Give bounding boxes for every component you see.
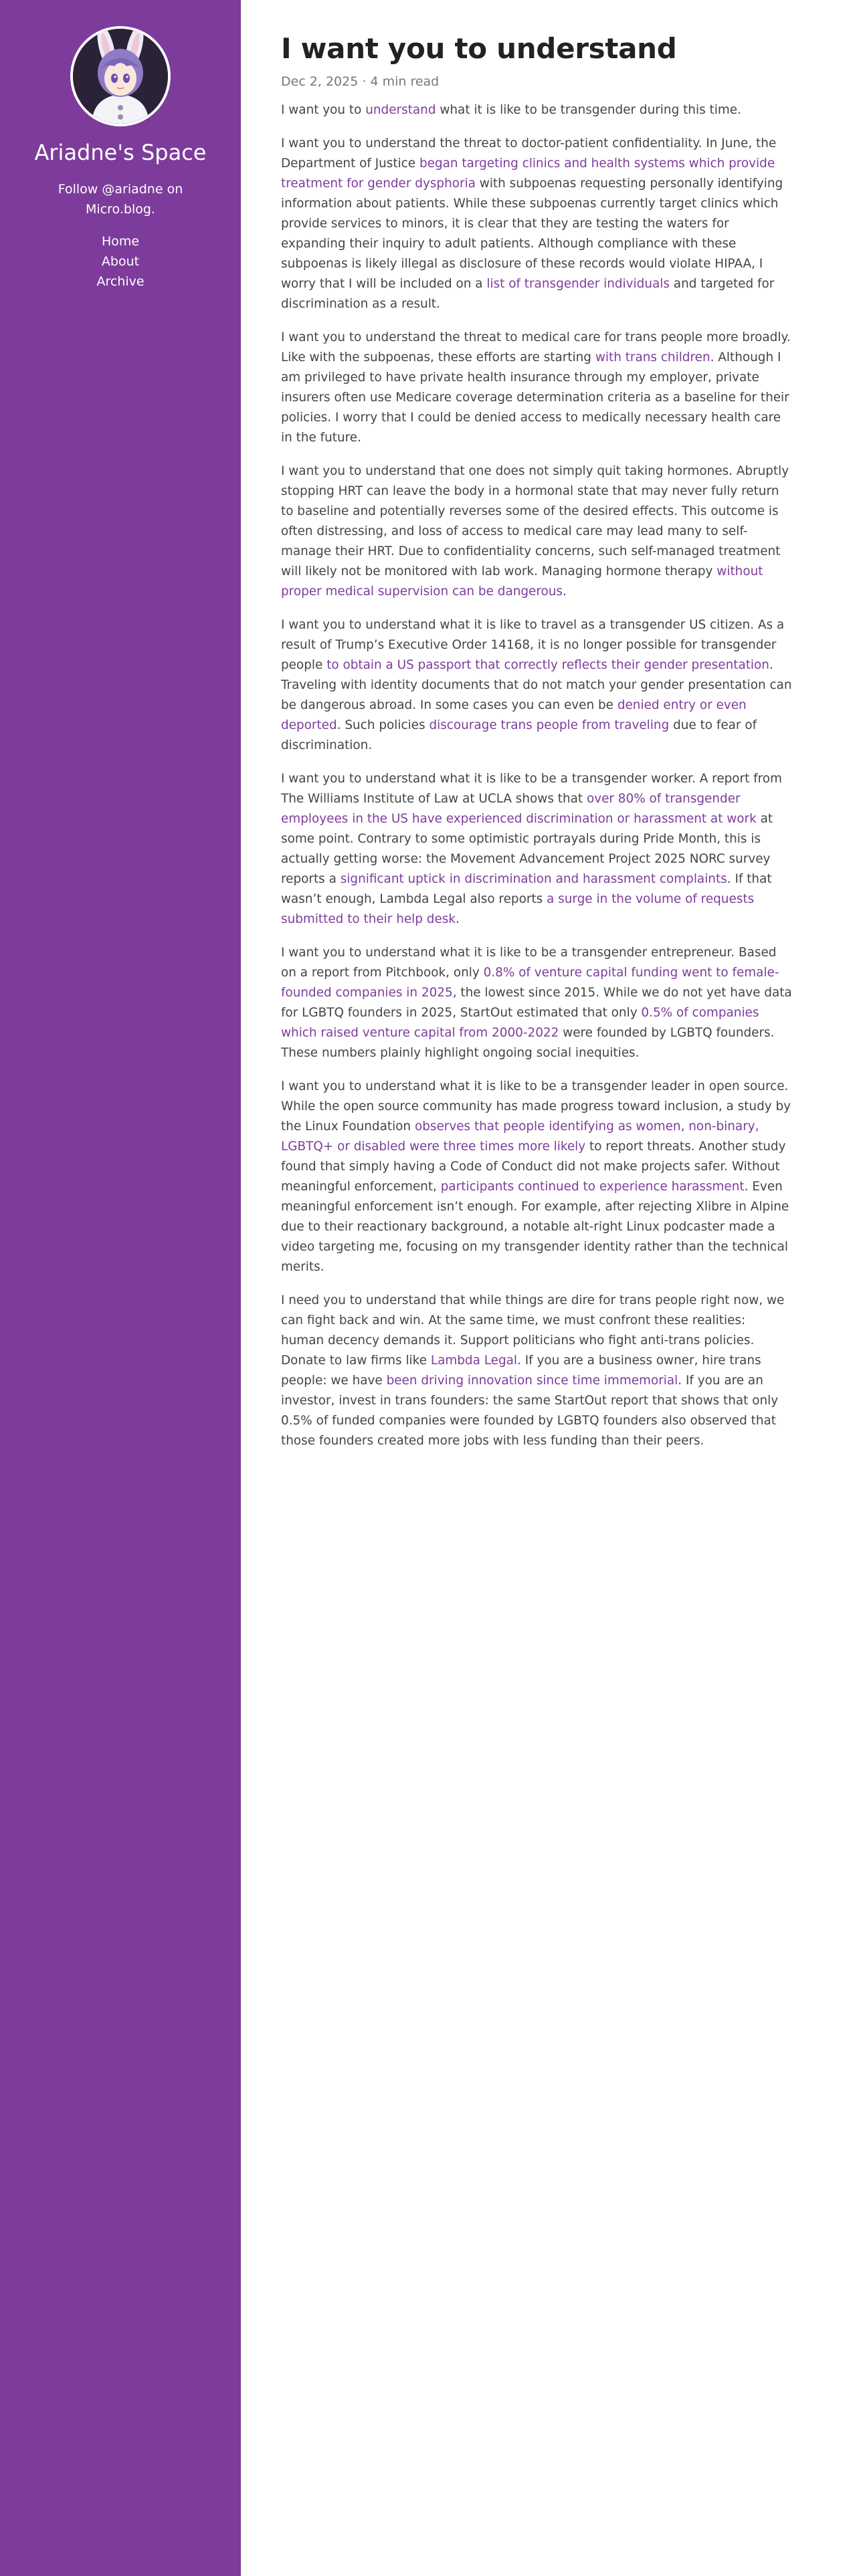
- inline-link[interactable]: 0.5% of companies which raised venture capital from 2000-2022: [281, 1006, 759, 1040]
- inline-link[interactable]: discourage trans people from traveling: [429, 718, 670, 732]
- paragraph-text: I want you to understand what it is like to be a transgender leader in open source. While the open source community has made progress toward inclusion, a study by the Linux Foundation: [281, 1079, 791, 1134]
- paragraph-text: I want you to: [281, 103, 366, 117]
- bunny-character-avatar-image: [73, 29, 168, 124]
- paragraph-text: what it is like to be transgender during this time.: [436, 103, 741, 117]
- inline-link[interactable]: without proper medical supervision can be dangerous: [281, 564, 763, 599]
- paragraph-text: to report threats. Another study found that simply having a Code of Conduct did not make projects safer. Without meaningful enforcement,: [281, 1140, 786, 1194]
- nav-about[interactable]: About: [101, 254, 140, 269]
- main-content: [281, 29, 792, 1465]
- inline-link[interactable]: list of transgender individuals: [486, 277, 670, 291]
- post-meta: Dec 2, 2025 · 4 min read: [281, 74, 440, 89]
- nav-archive[interactable]: Archive: [96, 274, 145, 289]
- site-title[interactable]: Ariadne's Space: [34, 140, 207, 165]
- paragraph-text: . If you are a business owner, hire trans people: we have: [281, 1354, 761, 1388]
- paragraph-text: .: [456, 912, 460, 926]
- inline-link[interactable]: a surge in the volume of requests submitted to their help desk: [281, 892, 755, 926]
- paragraph-text: I need you to understand that while things are dire for trans people right now, we can fight back and win. At the same time, we must confront these realities: human decency demands it. Support politicians who fight anti-trans policies. Donate to law firms like: [281, 1293, 785, 1368]
- paragraph-text: I want you to understand what it is like to be a transgender entrepreneur. Based on a report from Pitchbook, only: [281, 946, 777, 980]
- post-paragraph: [281, 615, 792, 756]
- follow-link[interactable]: Follow @ariadne on Micro.blog.: [58, 182, 183, 217]
- paragraph-text: I want you to understand that one does not simply quit taking hormones. Abruptly stopping HRT can leave the body in a hormonal state that may never fully return to baseline and potentially reverses some of the desired effects. This outcome is often distressing, and loss of access to medical care may lead many to self-manage their HRT. Due to confidentiality concerns, such self-managed treatment will likely not be monitored with lab work. Managing hormone therapy: [281, 464, 789, 578]
- paragraph-text: and targeted for discrimination as a result.: [281, 277, 775, 311]
- paragraph-text: .: [563, 584, 567, 599]
- paragraph-text: with subpoenas requesting personally identifying information about patients. While these subpoenas currently target clinics which provide services to minors, it is clear that they are testing the waters for expanding their inquiry to adult patients. Although compliance with these subpoenas is likely illegal as disclosure of these records would violate HIPAA, I worry that I will be included on a: [281, 177, 783, 291]
- avatar[interactable]: [70, 26, 171, 126]
- inline-link[interactable]: significant uptick in discrimination and harassment complaints: [340, 872, 727, 886]
- post-paragraph: [281, 1291, 792, 1451]
- post-paragraph: [281, 461, 792, 602]
- paragraph-text: due to fear of discrimination.: [281, 718, 757, 752]
- inline-link[interactable]: with trans children: [595, 350, 710, 364]
- paragraph-text: . If you are an investor, invest in trans founders: the same StartOut report that shows that only 0.5% of funded companies were founded by LGBTQ founders also observed that those founders created more jobs with less funding than their peers.: [281, 1374, 779, 1448]
- paragraph-text: I want you to understand what it is like to be a transgender worker. A report from The Williams Institute of Law at UCLA shows that: [281, 772, 782, 806]
- inline-link[interactable]: participants continued to experience harassment: [440, 1180, 745, 1194]
- post-paragraph: [281, 100, 792, 120]
- paragraph-text: . If that wasn’t enough, Lambda Legal also reports: [281, 872, 772, 906]
- post-paragraph: [281, 769, 792, 930]
- paragraph-text: I want you to understand what it is like to travel as a transgender US citizen. As a result of Trump’s Executive Order 14168, it is no longer possible for transgender people: [281, 618, 785, 672]
- sidebar: [0, 0, 241, 2576]
- inline-link[interactable]: denied entry or even deported: [281, 698, 747, 732]
- site-nav: [0, 231, 241, 292]
- paragraph-text: at some point. Contrary to some optimistic portrayals during Pride Month, this is actually getting worse: the Movement Advancement Project 2025 NORC survey reports a: [281, 812, 773, 886]
- inline-link[interactable]: been driving innovation since time immemorial: [386, 1374, 678, 1388]
- nav-home[interactable]: Home: [101, 234, 140, 249]
- inline-link[interactable]: to obtain a US passport that correctly reflects their gender presentation: [326, 658, 769, 672]
- post-paragraph: [281, 943, 792, 1063]
- inline-link[interactable]: over 80% of transgender employees in the US have experienced discrimination or harassment at work: [281, 792, 757, 826]
- post-paragraph: [281, 134, 792, 314]
- paragraph-text: . Although I am privileged to have private health insurance through my employer, private insurers often use Medicare coverage determination criteria as a baseline for their policies. I worry that I could be denied access to medically necessary health care in the future.: [281, 350, 789, 445]
- inline-link[interactable]: began targeting clinics and health systems which provide treatment for gender dysphoria: [281, 156, 775, 191]
- paragraph-text: I want you to understand the threat to medical care for trans people more broadly. Like with the subpoenas, these efforts are starting: [281, 330, 791, 364]
- inline-link[interactable]: observes that people identifying as women, non-binary, LGBTQ+ or disabled were three times more likely: [281, 1119, 759, 1154]
- post-paragraph: [281, 328, 792, 448]
- paragraph-text: . Traveling with identity documents that do not match your gender presentation can be dangerous abroad. In some cases you can even be: [281, 658, 792, 712]
- paragraph-text: , the lowest since 2015. While we do not yet have data for LGBTQ founders in 2025, StartOut estimated that only: [281, 986, 792, 1020]
- paragraph-text: were founded by LGBTQ founders. These numbers plainly highlight ongoing social inequities.: [281, 1026, 775, 1060]
- inline-link[interactable]: understand: [365, 103, 436, 117]
- paragraph-text: . Even meaningful enforcement isn’t enough. For example, after rejecting Xlibre in Alpine due to their reactionary background, a notable alt-right Linux podcaster made a video targeting me, focusing on my transgender identity rather than the technical merits.: [281, 1180, 789, 1274]
- paragraph-text: . Such policies: [337, 718, 430, 732]
- post-title: I want you to understand: [281, 32, 677, 65]
- paragraph-text: I want you to understand the threat to doctor-patient confidentiality. In June, the Department of Justice: [281, 136, 777, 171]
- post-paragraph: [281, 1077, 792, 1277]
- post-body: [281, 100, 792, 1451]
- inline-link[interactable]: Lambda Legal: [430, 1354, 518, 1368]
- inline-link[interactable]: 0.8% of venture capital funding went to female-founded companies in 2025: [281, 966, 779, 1000]
